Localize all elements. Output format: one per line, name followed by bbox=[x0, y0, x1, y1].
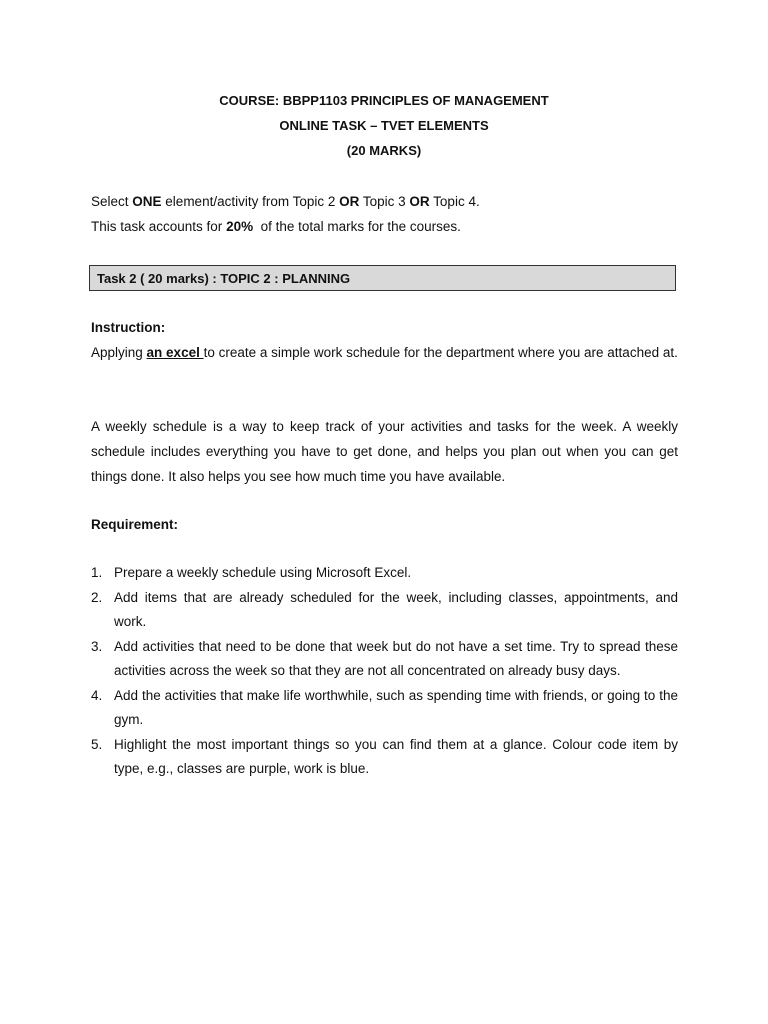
intro-text: element/activity from Topic 2 bbox=[161, 194, 340, 209]
intro-text: This task accounts for bbox=[91, 219, 227, 234]
instruction-underlined: an excel bbox=[146, 345, 204, 360]
list-text: Add activities that need to be done that week but do not have a set time. Try to spread these activities across the week so that they are not all concentrated on already busy days. bbox=[114, 638, 678, 678]
course-title: COURSE: BBPP1103 PRINCIPLES OF MANAGEMENT bbox=[219, 93, 549, 108]
intro-text: of the total marks for the courses. bbox=[253, 219, 461, 234]
instruction-label: Instruction: bbox=[91, 320, 166, 335]
intro-bold-or: OR bbox=[409, 194, 430, 209]
description-paragraph: A weekly schedule is a way to keep track of your activities and tasks for the week. A weekly schedule includes everything you have to get done, and helps you plan out when you can get things done. It also helps you see how much time you have available. bbox=[91, 419, 678, 484]
intro-text: Select bbox=[91, 194, 133, 209]
list-number: 5. bbox=[91, 736, 103, 752]
list-item bbox=[91, 684, 678, 733]
list-number: 3. bbox=[91, 638, 103, 654]
intro-bold-or: OR bbox=[339, 194, 360, 209]
list-number: 1. bbox=[91, 565, 103, 580]
instruction-section bbox=[91, 315, 678, 365]
list-item bbox=[91, 733, 678, 782]
list-number: 4. bbox=[91, 687, 103, 703]
list-item bbox=[91, 586, 678, 635]
list-item bbox=[91, 561, 678, 586]
list-text: Highlight the most important things so you can find them at a glance. Colour code item by type, e.g., classes are purple, work is blue. bbox=[114, 736, 678, 776]
marks-heading: (20 MARKS) bbox=[346, 143, 422, 158]
intro-paragraph bbox=[91, 189, 681, 239]
list-text: Add items that are already scheduled for the week, including classes, appointments, and work. bbox=[114, 589, 678, 629]
document-header bbox=[0, 91, 768, 166]
list-item bbox=[91, 635, 678, 684]
intro-text: Topic 4. bbox=[429, 194, 480, 209]
task-heading: ONLINE TASK – TVET ELEMENTS bbox=[279, 118, 489, 133]
task-title-box: Task 2 ( 20 marks) : TOPIC 2 : PLANNING bbox=[89, 265, 676, 291]
intro-line-select bbox=[91, 189, 681, 214]
list-text: Prepare a weekly schedule using Microsoft Excel. bbox=[114, 565, 412, 580]
instruction-text-part: to create a simple work schedule for the department where you are attached at. bbox=[203, 345, 678, 360]
intro-bold-percent: 20% bbox=[226, 219, 254, 234]
requirement-list bbox=[91, 561, 678, 782]
intro-line-percentage bbox=[91, 214, 681, 239]
instruction-text-part: Applying bbox=[91, 345, 147, 360]
list-text: Add the activities that make life worthwhile, such as spending time with friends, or going to the gym. bbox=[114, 687, 678, 727]
list-number: 2. bbox=[91, 589, 103, 605]
intro-bold-one: ONE bbox=[132, 194, 162, 209]
intro-text: Topic 3 bbox=[359, 194, 410, 209]
requirement-label: Requirement: bbox=[91, 517, 179, 532]
instruction-text bbox=[91, 340, 678, 365]
